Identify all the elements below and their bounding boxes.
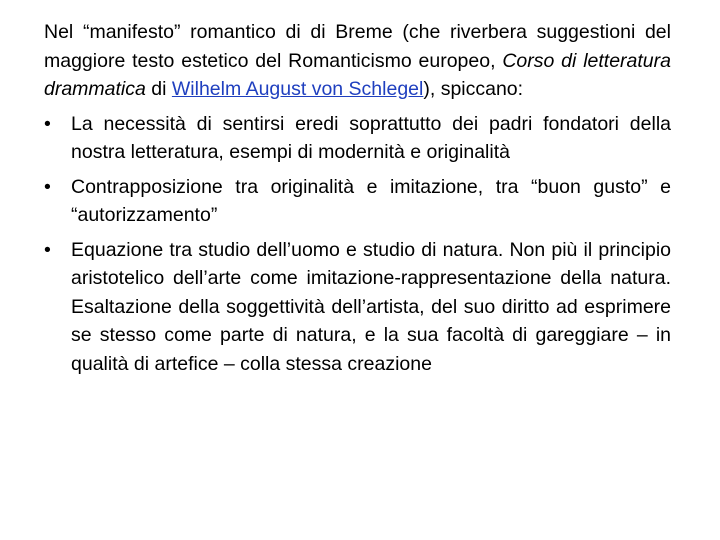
work-title: Corso di letteratura drammatica xyxy=(44,49,671,100)
intro-text-part2: di xyxy=(145,78,172,100)
bullet-item-3 xyxy=(44,236,671,379)
schlegel-link[interactable]: Wilhelm August von Schlegel xyxy=(171,78,424,100)
intro-text-part3: ), spiccano: xyxy=(423,78,524,100)
bullet-icon: • xyxy=(44,175,51,198)
bullet-list xyxy=(44,110,671,379)
bullet-text-2: Contrapposizione tra originalità e imitazione, tra “buon gusto” e “autorizzamento” xyxy=(71,175,671,226)
bullet-icon: • xyxy=(44,112,51,135)
slide-content xyxy=(44,18,671,378)
bullet-item-2 xyxy=(44,173,671,230)
bullet-text-1: La necessità di sentirsi eredi soprattutto dei padri fondatori della nostra letteratura, esempi di modernità e originalità xyxy=(71,112,671,163)
bullet-text-3: Equazione tra studio dell’uomo e studio di natura. Non più il principio aristotelico dell’arte come imitazione-rappresentazione della natura. Esaltazione della soggettività dell’artista, del suo diritto ad esprimere se stesso come parte di natura, e la sua facoltà di gareggiare – in qualità di artefice – colla stessa creazione xyxy=(71,238,671,375)
bullet-icon: • xyxy=(44,238,51,261)
intro-text-part1: Nel “manifesto” romantico di di Breme (che riverbera suggestioni del maggiore testo estetico del Romanticismo europeo, xyxy=(44,21,671,72)
intro-paragraph xyxy=(44,18,671,104)
bullet-item-1 xyxy=(44,110,671,167)
